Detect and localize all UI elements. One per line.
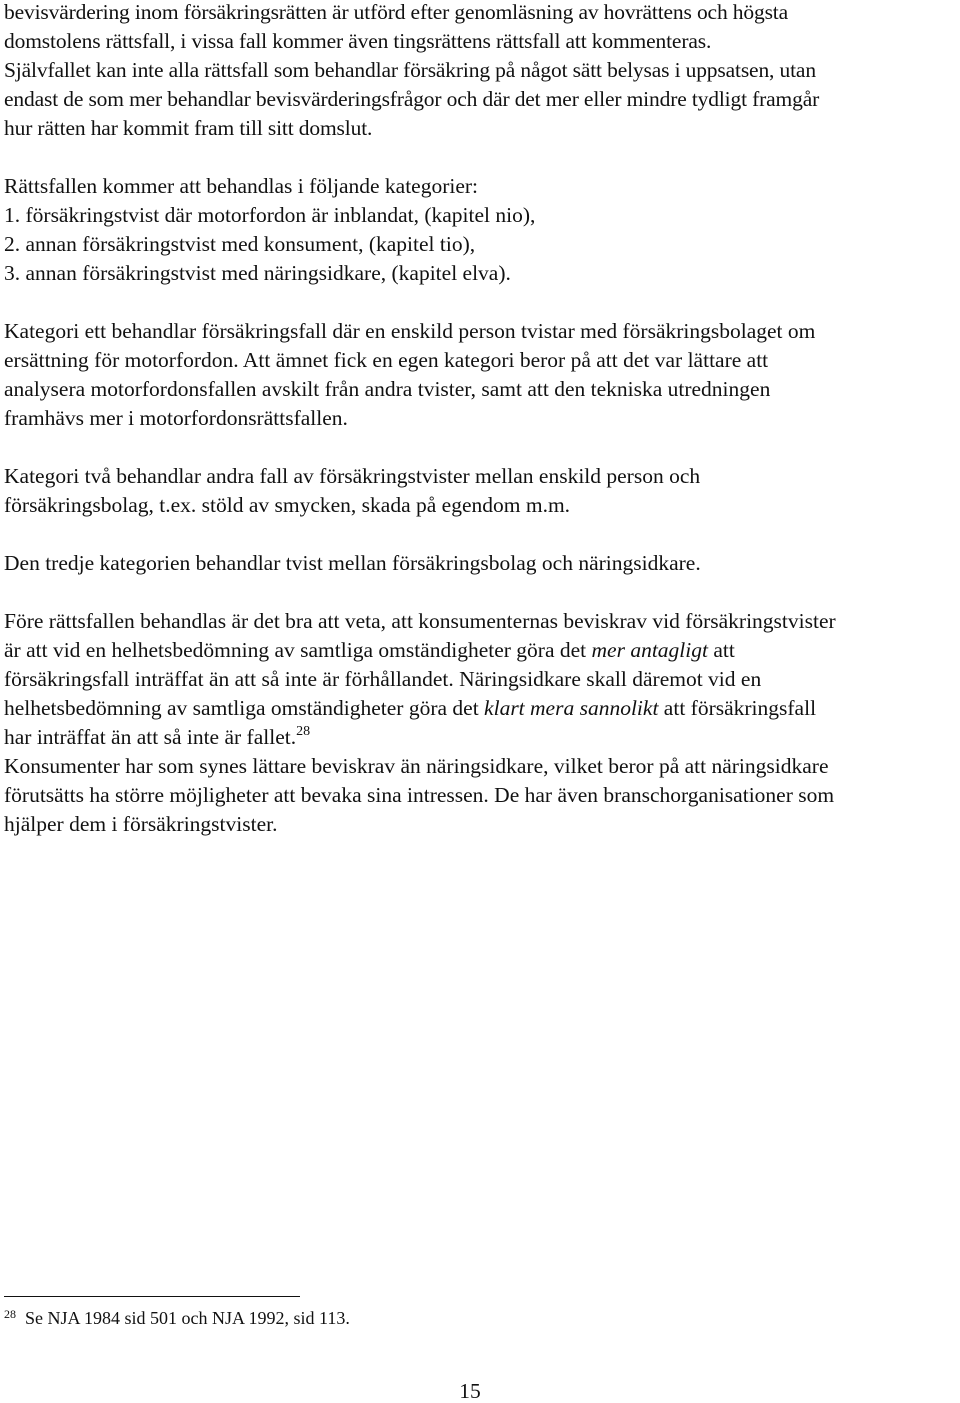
emphasis-text: mer antagligt [591,638,708,662]
paragraph-line: analysera motorfordonsfallen avskilt från andra tvister, samt att den tekniska utredningen [4,377,771,401]
category-two-paragraph [4,462,960,520]
footnote-reference: 28 [296,724,311,739]
category-item: 2. annan försäkringstvist med konsument, (kapitel tio), [4,232,476,256]
category-three-paragraph [4,549,960,578]
paragraph-line: Konsumenter har som synes lättare beviskrav än näringsidkare, vilket beror på att näringsidkare [4,754,829,778]
paragraph-line: Den tredje kategorien behandlar tvist mellan försäkringsbolag och näringsidkare. [4,551,701,575]
emphasis-text: klart mera sannolikt [484,696,659,720]
footnote [4,1306,350,1330]
paragraph-line: Kategori två behandlar andra fall av försäkringstvister mellan enskild person och [4,464,701,488]
category-one-paragraph [4,317,960,433]
evidence-paragraph [4,607,960,839]
text-run: är att vid en helhetsbedömning av samtliga omständigheter göra det [4,638,592,662]
intro-line: endast de som mer behandlar bevisvärderingsfrågor och där det mer eller mindre tydligt framgår [4,87,820,111]
page-number: 15 [459,1379,481,1403]
category-item: 1. försäkringstvist där motorfordon är inblandat, (kapitel nio), [4,203,536,227]
paragraph-line: framhävs mer i motorfordonsrättsfallen. [4,406,348,430]
intro-line: domstolens rättsfall, i vissa fall kommer även tingsrättens rättsfall att kommenteras. [4,29,712,53]
paragraph-line: Kategori ett behandlar försäkringsfall där en enskild person tvistar med försäkringsbolaget om [4,319,816,343]
categories-list [4,172,960,288]
text-run: att försäkringsfall [658,696,817,720]
text-run: att [707,638,735,662]
intro-line: hur rätten har kommit fram till sitt domslut. [4,116,373,140]
text-run: har inträffat än att så inte är fallet. [4,725,297,749]
paragraph-line: försäkringsbolag, t.ex. stöld av smycken, skada på egendom m.m. [4,493,571,517]
text-run: helhetsbedömning av samtliga omständigheter göra det [4,696,485,720]
footnote-number: 28 [4,1307,16,1321]
intro-paragraph [4,0,960,143]
paragraph-line: förutsätts ha större möjligheter att bevaka sina intressen. De har även branschorganisationer som [4,783,835,807]
paragraph-line [4,636,960,665]
paragraph-line: hjälper dem i försäkringstvister. [4,812,278,836]
paragraph-line [4,723,960,752]
paragraph-line: ersättning för motorfordon. Att ämnet fick en egen kategori beror på att det var lättare att [4,348,769,372]
categories-heading: Rättsfallen kommer att behandlas i följande kategorier: [4,174,479,198]
category-item: 3. annan försäkringstvist med näringsidkare, (kapitel elva). [4,261,511,285]
paragraph-line: Före rättsfallen behandlas är det bra att veta, att konsumenternas beviskrav vid försäkringstvister [4,609,836,633]
footnote-divider [4,1296,300,1297]
intro-line: bevisvärdering inom försäkringsrätten är utförd efter genomläsning av hovrättens och högsta [4,0,789,24]
paragraph-line [4,694,960,723]
footnote-text: Se NJA 1984 sid 501 och NJA 1992, sid 113. [25,1308,350,1328]
paragraph-line: försäkringsfall inträffat än att så inte är förhållandet. Näringsidkare skall däremot vid en [4,667,762,691]
intro-line: Självfallet kan inte alla rättsfall som behandlar försäkring på något sätt belysas i uppsatsen, utan [4,58,816,82]
